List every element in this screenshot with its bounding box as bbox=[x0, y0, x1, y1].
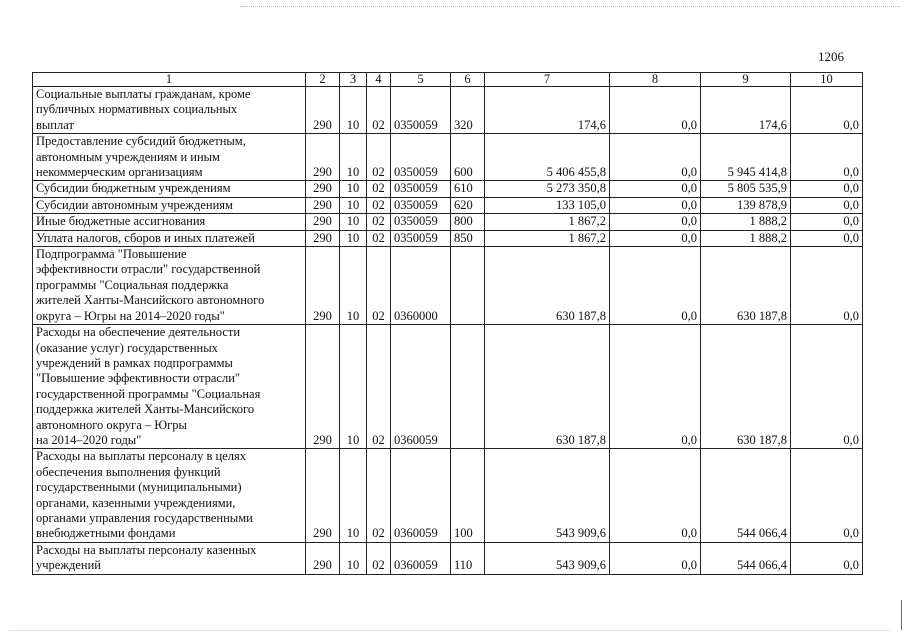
row-name-cell: Иные бюджетные ассигнования bbox=[33, 214, 306, 230]
amount-cell: 0,0 bbox=[610, 181, 701, 197]
scan-artifact-bottom bbox=[10, 630, 890, 631]
amount-cell: 0,0 bbox=[610, 542, 701, 574]
section-cell: 10 bbox=[340, 214, 367, 230]
table-row bbox=[33, 247, 863, 325]
table-body bbox=[33, 87, 863, 575]
row-name-cell: Субсидии бюджетным учреждениям bbox=[33, 181, 306, 197]
amount-cell: 0,0 bbox=[610, 247, 701, 325]
column-header: 8 bbox=[610, 73, 701, 87]
section-cell: 10 bbox=[340, 230, 367, 246]
target-article-cell: 0350059 bbox=[391, 197, 451, 213]
amount-cell: 543 909,6 bbox=[485, 449, 610, 542]
subsection-cell: 02 bbox=[367, 134, 391, 181]
expense-type-cell: 600 bbox=[451, 134, 485, 181]
column-header: 10 bbox=[791, 73, 863, 87]
admin-code-cell: 290 bbox=[306, 542, 340, 574]
amount-cell: 139 878,9 bbox=[701, 197, 791, 213]
column-header: 9 bbox=[701, 73, 791, 87]
admin-code-cell: 290 bbox=[306, 197, 340, 213]
amount-cell: 174,6 bbox=[701, 87, 791, 134]
column-header: 2 bbox=[306, 73, 340, 87]
row-name-cell: Расходы на обеспечение деятельности (оказание услуг) государственных учреждений в рамках подпрограммы "Повышение эффективности отрасли" государственной программы "Социальная поддержка жителей Ханты-Мансийского автономного округа – Югры на 2014–2020 годы" bbox=[33, 325, 306, 449]
target-article-cell: 0360000 bbox=[391, 247, 451, 325]
target-article-cell: 0350059 bbox=[391, 87, 451, 134]
row-name-cell: Расходы на выплаты персоналу в целях обеспечения выполнения функций государственными (муниципальными) органами, казенными учреждениями, органами управления государственными внебюджетными фондами bbox=[33, 449, 306, 542]
section-cell: 10 bbox=[340, 542, 367, 574]
amount-cell: 1 888,2 bbox=[701, 214, 791, 230]
table-row bbox=[33, 87, 863, 134]
table-row bbox=[33, 134, 863, 181]
amount-cell: 0,0 bbox=[791, 449, 863, 542]
table-row bbox=[33, 542, 863, 574]
table-row bbox=[33, 181, 863, 197]
expense-type-cell: 620 bbox=[451, 197, 485, 213]
row-name-cell: Субсидии автономным учреждениям bbox=[33, 197, 306, 213]
amount-cell: 630 187,8 bbox=[701, 247, 791, 325]
section-cell: 10 bbox=[340, 247, 367, 325]
subsection-cell: 02 bbox=[367, 230, 391, 246]
amount-cell: 1 867,2 bbox=[485, 230, 610, 246]
admin-code-cell: 290 bbox=[306, 247, 340, 325]
table-row bbox=[33, 230, 863, 246]
expense-type-cell bbox=[451, 247, 485, 325]
scan-artifact-edge bbox=[901, 600, 902, 630]
section-cell: 10 bbox=[340, 87, 367, 134]
admin-code-cell: 290 bbox=[306, 325, 340, 449]
section-cell: 10 bbox=[340, 181, 367, 197]
column-header: 7 bbox=[485, 73, 610, 87]
section-cell: 10 bbox=[340, 197, 367, 213]
subsection-cell: 02 bbox=[367, 87, 391, 134]
row-name-cell: Расходы на выплаты персоналу казенных учреждений bbox=[33, 542, 306, 574]
amount-cell: 5 945 414,8 bbox=[701, 134, 791, 181]
column-header: 1 bbox=[33, 73, 306, 87]
expense-type-cell: 110 bbox=[451, 542, 485, 574]
section-cell: 10 bbox=[340, 449, 367, 542]
amount-cell: 0,0 bbox=[610, 134, 701, 181]
amount-cell: 1 888,2 bbox=[701, 230, 791, 246]
target-article-cell: 0360059 bbox=[391, 449, 451, 542]
column-header: 6 bbox=[451, 73, 485, 87]
amount-cell: 0,0 bbox=[791, 214, 863, 230]
expense-type-cell: 610 bbox=[451, 181, 485, 197]
amount-cell: 0,0 bbox=[791, 542, 863, 574]
budget-table bbox=[32, 72, 863, 575]
column-header: 4 bbox=[367, 73, 391, 87]
amount-cell: 630 187,8 bbox=[485, 247, 610, 325]
amount-cell: 174,6 bbox=[485, 87, 610, 134]
admin-code-cell: 290 bbox=[306, 87, 340, 134]
admin-code-cell: 290 bbox=[306, 134, 340, 181]
amount-cell: 0,0 bbox=[610, 197, 701, 213]
scan-artifact-top bbox=[240, 6, 900, 7]
amount-cell: 5 805 535,9 bbox=[701, 181, 791, 197]
table-row bbox=[33, 214, 863, 230]
amount-cell: 1 867,2 bbox=[485, 214, 610, 230]
admin-code-cell: 290 bbox=[306, 230, 340, 246]
amount-cell: 0,0 bbox=[610, 87, 701, 134]
amount-cell: 0,0 bbox=[791, 197, 863, 213]
row-name-cell: Уплата налогов, сборов и иных платежей bbox=[33, 230, 306, 246]
amount-cell: 0,0 bbox=[791, 247, 863, 325]
target-article-cell: 0350059 bbox=[391, 214, 451, 230]
amount-cell: 0,0 bbox=[610, 449, 701, 542]
subsection-cell: 02 bbox=[367, 449, 391, 542]
amount-cell: 0,0 bbox=[610, 214, 701, 230]
target-article-cell: 0360059 bbox=[391, 325, 451, 449]
amount-cell: 544 066,4 bbox=[701, 542, 791, 574]
column-header: 3 bbox=[340, 73, 367, 87]
target-article-cell: 0350059 bbox=[391, 134, 451, 181]
amount-cell: 133 105,0 bbox=[485, 197, 610, 213]
subsection-cell: 02 bbox=[367, 247, 391, 325]
row-name-cell: Социальные выплаты гражданам, кроме публичных нормативных социальных выплат bbox=[33, 87, 306, 134]
amount-cell: 0,0 bbox=[791, 230, 863, 246]
amount-cell: 0,0 bbox=[791, 325, 863, 449]
header-row bbox=[33, 73, 863, 87]
amount-cell: 5 273 350,8 bbox=[485, 181, 610, 197]
subsection-cell: 02 bbox=[367, 542, 391, 574]
row-name-cell: Подпрограмма "Повышение эффективности отрасли" государственной программы "Социальная поддержка жителей Ханты-Мансийского автономного округа – Югры на 2014–2020 годы" bbox=[33, 247, 306, 325]
amount-cell: 0,0 bbox=[610, 230, 701, 246]
column-header: 5 bbox=[391, 73, 451, 87]
subsection-cell: 02 bbox=[367, 214, 391, 230]
subsection-cell: 02 bbox=[367, 181, 391, 197]
subsection-cell: 02 bbox=[367, 197, 391, 213]
expense-type-cell bbox=[451, 325, 485, 449]
amount-cell: 630 187,8 bbox=[485, 325, 610, 449]
amount-cell: 543 909,6 bbox=[485, 542, 610, 574]
row-name-cell: Предоставление субсидий бюджетным, автономным учреждениям и иным некоммерческим организациям bbox=[33, 134, 306, 181]
section-cell: 10 bbox=[340, 325, 367, 449]
target-article-cell: 0360059 bbox=[391, 542, 451, 574]
admin-code-cell: 290 bbox=[306, 181, 340, 197]
page-number: 1206 bbox=[818, 49, 844, 64]
admin-code-cell: 290 bbox=[306, 214, 340, 230]
amount-cell: 544 066,4 bbox=[701, 449, 791, 542]
amount-cell: 0,0 bbox=[791, 87, 863, 134]
expense-type-cell: 850 bbox=[451, 230, 485, 246]
expense-type-cell: 320 bbox=[451, 87, 485, 134]
table-row bbox=[33, 449, 863, 542]
amount-cell: 0,0 bbox=[610, 325, 701, 449]
subsection-cell: 02 bbox=[367, 325, 391, 449]
amount-cell: 5 406 455,8 bbox=[485, 134, 610, 181]
admin-code-cell: 290 bbox=[306, 449, 340, 542]
amount-cell: 0,0 bbox=[791, 181, 863, 197]
section-cell: 10 bbox=[340, 134, 367, 181]
table-row bbox=[33, 197, 863, 213]
amount-cell: 630 187,8 bbox=[701, 325, 791, 449]
table-row bbox=[33, 325, 863, 449]
expense-type-cell: 100 bbox=[451, 449, 485, 542]
expense-type-cell: 800 bbox=[451, 214, 485, 230]
target-article-cell: 0350059 bbox=[391, 181, 451, 197]
amount-cell: 0,0 bbox=[791, 134, 863, 181]
target-article-cell: 0350059 bbox=[391, 230, 451, 246]
